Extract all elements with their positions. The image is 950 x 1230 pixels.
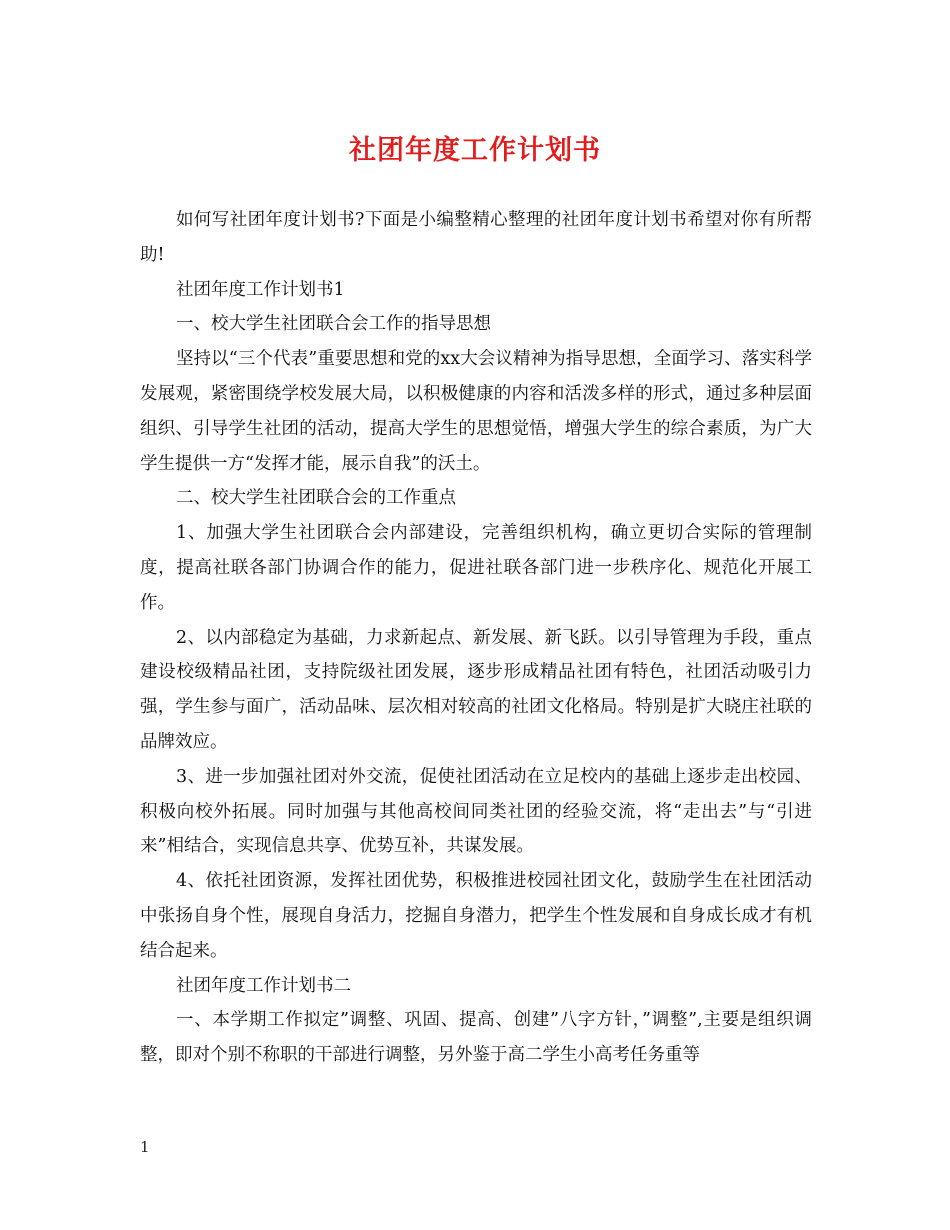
work-focus-item-2: 2、以内部稳定为基础，力求新起点、新发展、新飞跃。以引导管理为手段，重点建设校级精品社团，支持院级社团发展，逐步形成精品社团有特色，社团活动吸引力强，学生参与面广，活动品味、层次相对较高的社团文化格局。特别是扩大晓庄社联的品牌效应。 [140,627,812,752]
section-heading-guiding-ideology: 一、校大学生社团联合会工作的指导思想 [176,314,491,335]
intro-paragraph: 如何写社团年度计划书?下面是小编整精心整理的社团年度计划书希望对你有所帮助! [140,210,812,265]
work-focus-item-3: 3、进一步加强社团对外交流，促使社团活动在立足校内的基础上逐步走出校园、积极向校外拓展。同时加强与其他高校间同类社团的经验交流，将“走出去”与“引进来”相结合，实现信息共享、优势互补，共谋发展。 [140,766,812,857]
section-heading-plan-2: 社团年度工作计划书二 [176,975,351,996]
document-body [140,203,812,1073]
page-number: 1 [140,1138,150,1156]
plan-2-paragraph-1: 一、本学期工作拟定”调整、巩固、提高、创建”八字方针，”调整”,主要是组织调整，即对个别不称职的干部进行调整，另外鉴于高二学生小高考任务重等 [140,1010,812,1066]
work-focus-item-1: 1、加强大学生社团联合会内部建设，完善组织机构，确立更切合实际的管理制度，提高社联各部门协调合作的能力，促进社联各部门进一步秩序化、规范化开展工作。 [140,523,812,613]
section-heading-work-focus: 二、校大学生社团联合会的工作重点 [176,488,456,509]
guiding-ideology-paragraph: 坚持以“三个代表”重要思想和党的xx大会议精神为指导思想，全面学习、落实科学发展观，紧密围绕学校发展大局，以积极健康的内容和活泼多样的形式，通过多种层面组织、引导学生社团的活动，提高大学生的思想觉悟，增强大学生的综合素质，为广大学生提供一方“发挥才能，展示自我”的沃土。 [140,349,812,474]
document-title: 社团年度工作计划书 [349,135,601,166]
work-focus-item-4: 4、依托社团资源，发挥社团优势，积极推进校园社团文化，鼓励学生在社团活动中张扬自身个性，展现自身活力，挖掘自身潜力，把学生个性发展和自身成长成才有机结合起来。 [140,871,812,961]
section-heading-plan-1: 社团年度工作计划书1 [176,279,345,300]
